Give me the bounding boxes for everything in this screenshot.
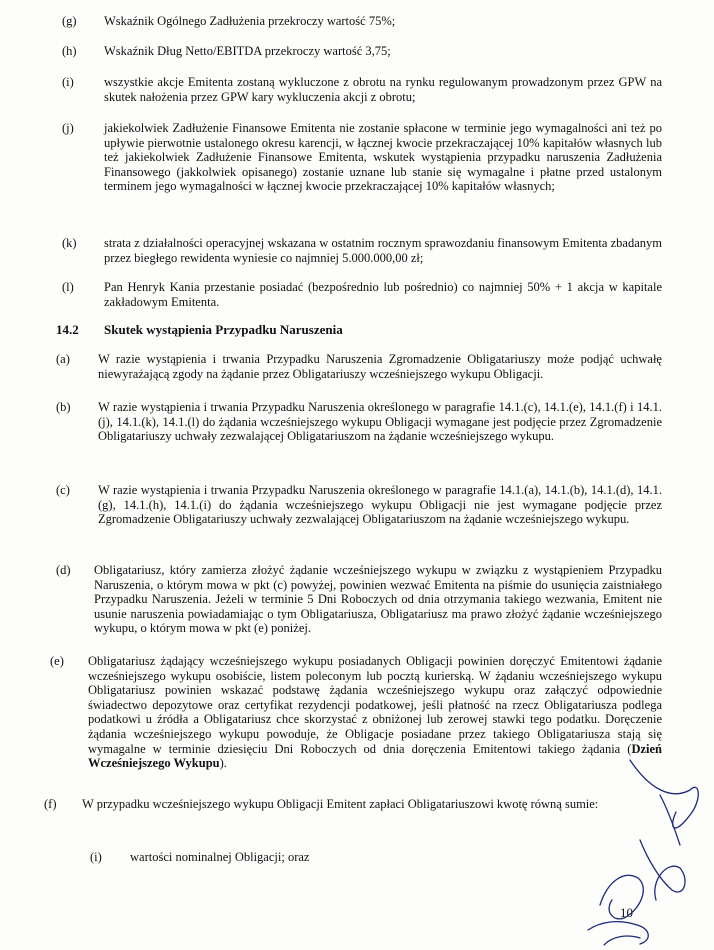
item-text-l: Pan Henryk Kania przestanie posiadać (bezpośrednio lub pośrednio) co najmniej 50% + 1 akcja w kapitale zakładowym Emitenta. bbox=[104, 280, 662, 309]
subitem-label: (i) bbox=[90, 850, 102, 864]
para-label-c: (c) bbox=[56, 483, 70, 497]
para-label-a: (a) bbox=[56, 352, 70, 366]
item-text-k: strata z działalności operacyjnej wskazana w ostatnim rocznym sprawozdaniu finansowym Emitenta zbadanym przez biegłego rewidenta wyniesie co najmniej 5.000.000,00 zł; bbox=[104, 236, 662, 265]
item-text-j: jakiekolwiek Zadłużenie Finansowe Emitenta nie zostanie spłacone w terminie jego wymagalności ani też po upływie pierwotnie ustalonego okresu karencji, w łącznej kwocie przekraczającej 10% kapitałów własnych lub też jakiekolwiek Zadłużenie Finansowe Emitenta, wskutek wystąpienia przypadku naruszenia Zadłużenia Finansowego (jakkolwiek opisanego) zostanie uznane lub stanie się wymagalne i płatne przed ustalonym terminem jego wymagalności w łącznej kwocie przekraczającej 10% kapitałów własnych; bbox=[104, 121, 662, 194]
para-text-e-term: Dzień Wcześniejszego Wykupu bbox=[88, 741, 662, 771]
para-text-e-close: ). bbox=[219, 756, 227, 771]
item-text-i: wszystkie akcje Emitenta zostaną wykluczone z obrotu na rynku regulowanym prowadzonym przez GPW na skutek nałożenia przez GPW kary wykluczenia akcji z obrotu; bbox=[104, 75, 662, 104]
item-label-i: (i) bbox=[62, 75, 74, 89]
page-number: 10 bbox=[620, 905, 633, 920]
item-label-j: (j) bbox=[62, 121, 74, 135]
section-title: Skutek wystąpienia Przypadku Naruszenia bbox=[104, 322, 343, 337]
section-number: 14.2 bbox=[56, 322, 79, 337]
para-text-a: W razie wystąpienia i trwania Przypadku Naruszenia Zgromadzenie Obligatariuszy może podjąć uchwałę niewyrażającą zgody na żądanie przez Obligatariuszy wcześniejszego wykupu Obligacji. bbox=[98, 352, 662, 381]
para-label-f: (f) bbox=[44, 797, 57, 811]
para-label-b: (b) bbox=[56, 400, 71, 414]
item-text-h: Wskaźnik Dług Netto/EBITDA przekroczy wartość 3,75; bbox=[104, 44, 391, 58]
item-label-l: (l) bbox=[62, 280, 74, 294]
para-text-c: W razie wystąpienia i trwania Przypadku Naruszenia określonego w paragrafie 14.1.(a), 14.1.(b), 14.1.(d), 14.1.(g), 14.1.(h), 14.1.(i) do żądania wcześniejszego wykupu Obligacji nie jest wymagane podjęcie przez Zgromadzenie Obligatariuszy uchwały zezwalającej Obligatariuszom na żądanie wcześniejszego wykupu. bbox=[98, 483, 662, 527]
para-text-b: W razie wystąpienia i trwania Przypadku Naruszenia określonego w paragrafie 14.1.(c), 14.1.(e), 14.1.(f) i 14.1.(j), 14.1.(k), 14.1.(l) do żądania wcześniejszego wykupu Obligacji wymagane jest podjęcie przez Zgromadzenie Obligatariuszy uchwały zezwalającej Obligatariuszom na żądanie wcześniejszego wykupu. bbox=[98, 400, 662, 444]
para-label-e: (e) bbox=[50, 654, 64, 668]
subitem-text: wartości nominalnej Obligacji; oraz bbox=[130, 850, 310, 864]
item-label-k: (k) bbox=[62, 236, 77, 250]
para-text-e bbox=[88, 654, 662, 771]
item-text-g: Wskaźnik Ogólnego Zadłużenia przekroczy wartość 75%; bbox=[104, 14, 396, 28]
para-text-f: W przypadku wcześniejszego wykupu Obligacji Emitent zapłaci Obligatariuszowi kwotę równą sumie: bbox=[82, 797, 599, 811]
para-text-e-open: ( bbox=[620, 741, 632, 756]
item-label-h: (h) bbox=[62, 44, 77, 58]
para-label-d: (d) bbox=[56, 563, 71, 577]
para-text-d: Obligatariusz, który zamierza złożyć żądanie wcześniejszego wykupu w związku z wystąpieniem Przypadku Naruszenia, o którym mowa w pkt (c) powyżej, powinien wezwać Emitenta na piśmie do usunięcia zaistniałego Przypadku Naruszenia. Jeżeli w terminie 5 Dni Roboczych od dnia otrzymania takiego wezwania, Emitent nie usunie naruszenia powiadamiając o tym Obligatariusza, Obligatariusz ma prawo złożyć żądanie wcześniejszego wykupu, o którym mowa w pkt (e) poniżej. bbox=[94, 563, 662, 636]
item-label-g: (g) bbox=[62, 14, 77, 28]
para-text-e-body: Obligatariusz żądający wcześniejszego wykupu posiadanych Obligacji powinien doręczyć Emitentowi żądanie wcześniejszego wykupu osobiście, listem poleconym lub pocztą kurierską. W żądaniu wcześniejszego wykupu Obligatariusz powinien wskazać podstawę żądania wcześniejszego wykupu oraz załączyć odpowiednie świadectwo depozytowe oraz certyfikat rezydencji podatkowej, jeśli płatność na rzecz Obligatariusza podlega podatkowi u źródła a Obligatariusz chce skorzystać z obniżonej lub zerowej stawki tego podatku. Doręczenie żądania wcześniejszego wykupu powoduje, że Obligacje posiadane przez takiego Obligatariusza stają się wymagalne w terminie dziesięciu Dni Roboczych od dnia doręczenia Emitentowi takiego żądania bbox=[88, 654, 662, 756]
